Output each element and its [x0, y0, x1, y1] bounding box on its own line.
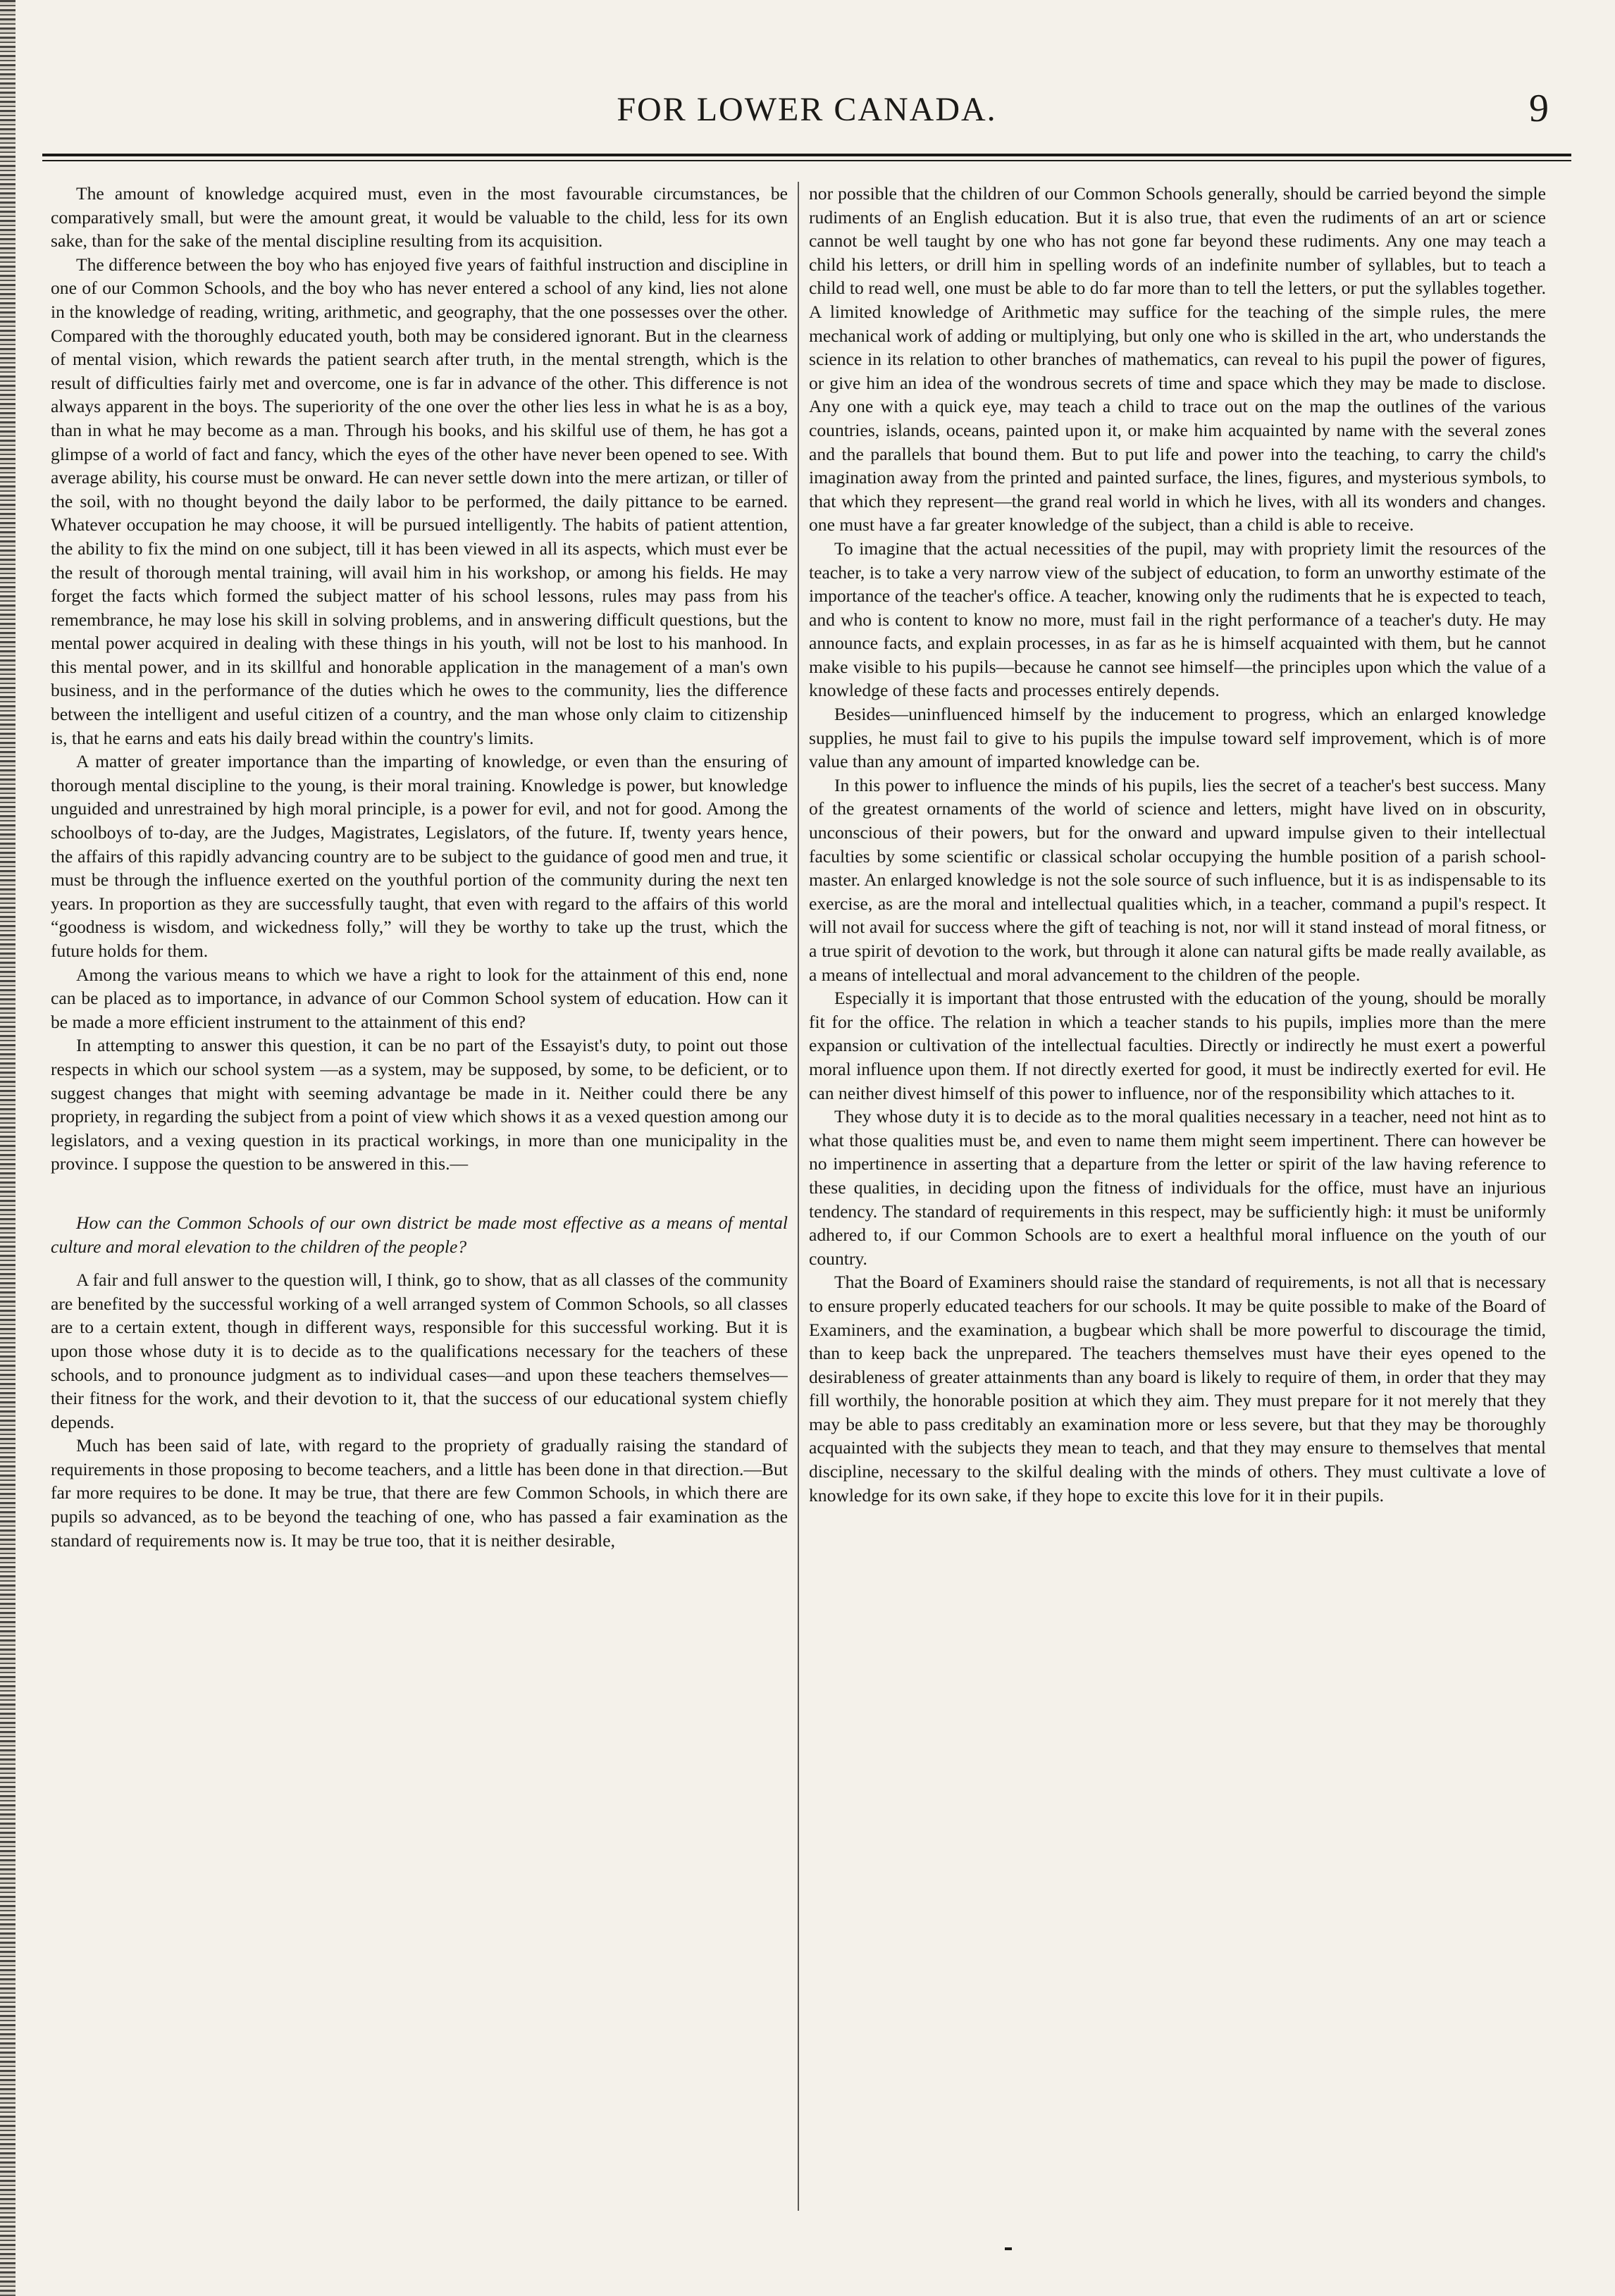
binding-edge — [0, 0, 16, 2296]
page-number: 9 — [1529, 87, 1549, 130]
header-rule-thick — [42, 154, 1571, 156]
paragraph: In this power to influence the minds of his pupils, lies the secret of a teacher's best success. Many of the greatest ornaments of the world of science and letters, might have lived on in obscurity, unconscious of their powers, but for the onward and upward impulse given to their intellectual faculties by some scientific or classical scholar occupying the humble position of a parish school-master. An enlarged knowledge is not the sole source of such influence, but it is as indispensable to its exercise, as are the moral and intellectual qualities which, in a teacher, command a pupil's respect. It will not avail for success where the gift of teaching is not, nor will it stand instead of moral fitness, or a true spirit of devotion to the work, but through it alone can natural gifts be made really available, as a means of intellectual and moral advancement to the children of the people. — [809, 774, 1546, 985]
paragraph: To imagine that the actual necessities of the pupil, may with propriety limit the resources of the teacher, is to take a very narrow view of the subject of education, to form an unworthy estimate of the importance of the teacher's office. A teacher, knowing only the rudiments that he is expected to teach, and who is content to know no more, must fail in the right performance of a teacher's duty. He may announce facts, and explain processes, in as far as he is himself acquainted with them, but he cannot make visible to his pupils—because he cannot see himself—the principles upon which the value of a knowledge of these facts and processes entirely depends. — [809, 538, 1546, 701]
paragraph: A fair and full answer to the question will, I think, go to show, that as all classes of the community are benefited by the successful working of a well arranged system of Common Schools, so all classes are to a certain extent, though in different ways, responsible for this successful working. But it is upon those whose duty it is to decide as to the qualifications necessary for the teachers of these schools, and to pronounce judgment as to individual cases—and upon these teachers themselves—their fitness for the work, and their devotion to it, that the success of our educational system chiefly depends. — [51, 1270, 788, 1432]
column-divider — [798, 182, 799, 2211]
running-title: FOR LOWER CANADA. — [617, 91, 997, 128]
bottom-mark — [1005, 2247, 1012, 2250]
essay-question: How can the Common Schools of our own district be made most effective as a means of mental culture and moral elevation to the children of the people? — [51, 1212, 788, 1257]
running-head — [42, 87, 1571, 147]
paragraph: Much has been said of late, with regard to the propriety of gradually raising the standard of requirements in those proposing to become teachers, and a little has been done in that direction.—But far more requires to be done. It may be true, that there are few Common Schools, in which there are pupils so advanced, as to be beyond the teaching of one, who has passed a fair examination as the standard of requirements now is. It may be true too, that it is neither desirable, — [51, 1435, 788, 1551]
paragraph: Among the various means to which we have a right to look for the attainment of this end, none can be placed as to importance, in advance of our Common School system of education. How can it be made a more efficient instrument to the attainment of this end? — [51, 964, 788, 1032]
paragraph: A matter of greater importance than the imparting of knowledge, or even than the ensuring of thorough mental discipline to the young, is their moral training. Knowledge is power, but knowledge unguided and unrestrained by high moral principle, is a power for evil, and not for good. Among the schoolboys of to-day, are the Judges, Magistrates, Legislators, of the future. If, twenty years hence, the affairs of this rapidly advancing country are to be subject to the guidance of good men and true, it must be through the influence exerted on the youthful portion of the community during the next ten years. In proportion as they are successfully taught, that even with regard to the affairs of this world “goodness is wisdom, and wickedness folly,” will they be worthy to take up the trust, which the future holds for them. — [51, 751, 788, 961]
paragraph: nor possible that the children of our Common Schools generally, should be carried beyond the simple rudiments of an English education. But it is also true, that even the rudiments of an art or science cannot be well taught by one who has not gone far beyond these rudiments. Any one may teach a child his letters, or drill him in spelling words of an indefinite number of syllables, but to teach a child to read well, one must be able to do far more than to tell the letters, or put the syllables together. A limited knowledge of Arithmetic may suffice for the teaching of the simple rules, the mere mechanical work of adding or multiplying, but only one who is skilled in the art, who understands the science in its relation to other branches of mathematics, can reveal to his pupil the power of figures, or give him an idea of the wondrous secrets of time and space which they may be made to disclose. Any one with a quick eye, may teach a child to trace out on the map the outlines of the various countries, islands, oceans, painted upon it, or make him acquainted by name with the several zones and the parallels that bound them. But to put life and power into the teaching, to carry the child's imagination away from the printed and painted surface, the lines, figures, and mysterious symbols, to that which they represent—the grand real world in which he lives, with all its wonders and changes. one must have a far greater knowledge of the subject, than a child is able to receive. — [809, 183, 1546, 535]
paragraph: In attempting to answer this question, it can be no part of the Essayist's duty, to point out those respects in which our school system —as a system, may be supposed, by some, to be deficient, or to suggest changes that might with seeming advantage be made in it. Neither could there be any propriety, in regarding the subject from a point of view which shows it as a vexed question among our legislators, and a vexing question in its practical workings, in more than one municipality in the province. I suppose the question to be answered in this.— — [51, 1035, 788, 1174]
left-column — [51, 182, 788, 2260]
paragraph: Besides—uninfluenced himself by the inducement to progress, which an enlarged knowledge supplies, he must fail to give to his pupils the impulse toward self improvement, which is of more value than any amount of imparted knowledge can be. — [809, 704, 1546, 772]
paragraph: That the Board of Examiners should raise the standard of requirements, is not all that is necessary to ensure properly educated teachers for our schools. It may be quite possible to make of the Board of Examiners, and the examination, a bugbear which shall be more powerful to discourage the timid, than to keep back the unprepared. The teachers themselves must have their eyes opened to the desirableness of greater attainments than any board is likely to require of them, in order that they may fill worthily, the honorable position at which they aim. They must prepare for it not merely that they may be able to pass creditably an examination more or less severe, but that they may be thoroughly acquainted with the subjects they mean to teach, and that they may ensure to themselves that mental discipline, necessary to the skilful dealing with the minds of others. They must cultivate a love of knowledge for its own sake, if they hope to excite this love for it in their pupils. — [809, 1272, 1546, 1506]
paragraph: They whose duty it is to decide as to the moral qualities necessary in a teacher, need not hint as to what those qualities must be, and even to name them might seem impertinent. There can however be no impertinence in asserting that a departure from the letter or spirit of the law having reference to these qualities, in deciding upon the fitness of individuals for the office, must have an injurious tendency. The standard of requirements in this respect, may be sufficiently high: it must be uniformly adhered to, if our Common Schools are to exert a healthful moral influence on the youth of our country. — [809, 1106, 1546, 1269]
right-column — [809, 182, 1546, 2260]
paragraph: The difference between the boy who has enjoyed five years of faithful instruction and discipline in one of our Common Schools, and the boy who has never entered a school of any kind, lies not alone in the knowledge of reading, writing, arithmetic, and geography, that the one possesses over the other. Compared with the thoroughly educated youth, both may be considered ignorant. But in the clearness of mental vision, which rewards the patient search after truth, in the mental strength, which is the result of difficulties fairly met and overcome, one is far in advance of the other. This difference is not always apparent in the boys. The superiority of the one over the other lies less in what he is as a boy, than in what he may become as a man. Through his books, and his skilful use of them, he has got a glimpse of a world of fact and fancy, which the eyes of the other have never been opened to see. With average ability, his course must be onward. He can never settle down into the mere artizan, or tiller of the soil, with no thought beyond the daily labor to be performed, the daily pittance to be earned. Whatever occupation he may choose, it will be pursued intelligently. The habits of patient attention, the ability to fix the mind on one subject, till it has been viewed in all its aspects, which must ever be the result of thorough mental training, will avail him in his workshop, or among his fields. He may forget the facts which formed the subject matter of his school lessons, rules may pass from his remembrance, he may lose his skill in solving problems, and in answering difficult questions, but the mental power acquired in dealing with these things in his youth, will not be lost to his manhood. In this mental power, and in its skillful and honorable application in the management of a man's own business, and in the performance of the duties which he owes to the community, lies the difference between the intelligent and useful citizen of a country, and the man whose only claim to citizenship is, that he earns and eats his daily bread within the country's limits. — [51, 254, 788, 748]
paragraph: The amount of knowledge acquired must, even in the most favourable circumstances, be comparatively small, but were the amount great, it would be valuable to the child, less for its own sake, than for the sake of the mental discipline resulting from its acquisition. — [51, 183, 788, 252]
paragraph: Especially it is important that those entrusted with the education of the young, should be morally fit for the office. The relation in which a teacher stands to his pupils, implies more than the mere expansion or cultivation of the intellectual faculties. Directly or indirectly he must exert a powerful moral influence upon them. If not directly exerted for good, it must be indirectly exerted for evil. He can neither divest himself of this power to influence, nor of the responsibility which attaches to it. — [809, 988, 1546, 1103]
header-rule-thin — [42, 160, 1571, 161]
